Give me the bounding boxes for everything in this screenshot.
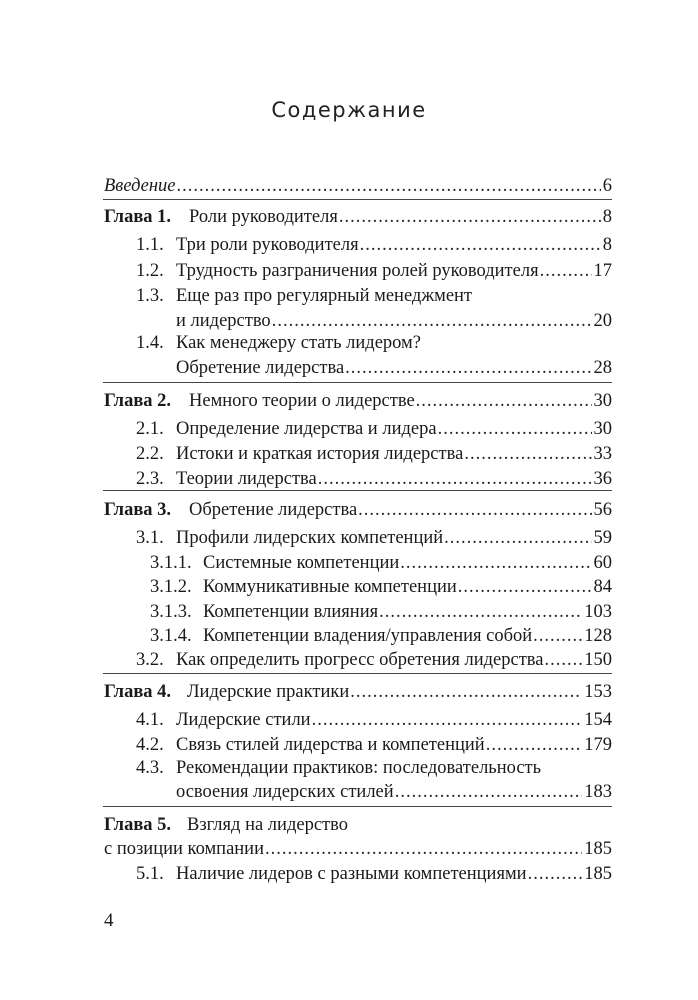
toc-entry[interactable] (104, 205, 612, 229)
toc-entry-title: Еще раз про регулярный менеджмент (176, 286, 473, 306)
toc-entry-page: 128 (584, 626, 612, 646)
toc-entry[interactable] (104, 498, 612, 522)
toc-entry-page: 153 (584, 682, 612, 702)
toc-entry-page: 33 (593, 444, 612, 464)
toc-entry-page: 185 (584, 839, 612, 859)
toc-entry-title: Взгляд на лидерство (187, 815, 348, 835)
chapter-divider (103, 806, 612, 807)
toc-entry-page: 8 (602, 207, 612, 227)
toc-entry-page: 28 (593, 358, 612, 378)
toc-entry-title: Системные компетенции (203, 553, 400, 573)
toc-entry[interactable] (136, 708, 612, 732)
toc-entry-page: 20 (593, 311, 612, 331)
toc-entry-number: Глава 1. (104, 207, 172, 227)
toc-entry-page: 17 (593, 261, 612, 281)
toc-entry[interactable] (136, 862, 612, 886)
toc-entry-title: Три роли руководителя (176, 235, 359, 255)
toc-entry[interactable] (104, 813, 348, 837)
toc-entry-number: 3.1.2. (150, 577, 192, 597)
toc-entry-number: 3.1.4. (150, 626, 192, 646)
toc-entry-number: 5.1. (136, 864, 164, 884)
dot-leader (318, 467, 592, 491)
toc-entry-number: 3.1.3. (150, 602, 192, 622)
toc-entry-number: Глава 3. (104, 500, 172, 520)
toc-entry-title: Теории лидерства (176, 469, 317, 489)
toc-entry[interactable] (136, 526, 612, 550)
toc-entry-page: 56 (593, 500, 612, 520)
toc-entry[interactable] (136, 756, 541, 780)
toc-entry-title: и лидерство (176, 311, 271, 331)
toc-entry-number: 1.1. (136, 235, 164, 255)
toc-entry-title: Немного теории о лидерстве (189, 391, 415, 411)
toc-entry-title: Роли руководителя (189, 207, 338, 227)
toc-entry-number: 4.3. (136, 758, 164, 778)
toc-entry-title: Компетенции владения/управления собой (203, 626, 533, 646)
toc-entry-title: Как определить прогресс обретения лидерства (176, 650, 544, 670)
toc-entry[interactable] (136, 233, 612, 257)
toc-entry-page: 185 (584, 864, 612, 884)
dot-leader (400, 551, 591, 575)
toc-entry-page: 30 (593, 391, 612, 411)
toc-entry-number: 1.4. (136, 333, 164, 353)
toc-entry-page: 60 (593, 553, 612, 573)
dot-leader (458, 575, 592, 599)
toc-entry-number: 3.1. (136, 528, 164, 548)
toc-entry[interactable] (136, 331, 421, 355)
chapter-divider (103, 673, 612, 674)
toc-entry-title: Обретение лидерства (176, 358, 345, 378)
toc-entry-page: 8 (602, 235, 612, 255)
dot-leader (486, 733, 583, 757)
toc-entry-title: Лидерские практики (187, 682, 350, 702)
toc-entry-title: Трудность разграничения ролей руководителя (176, 261, 539, 281)
toc-entry-number: 4.2. (136, 735, 164, 755)
dot-leader (272, 309, 592, 333)
chapter-divider (103, 199, 612, 200)
dot-leader (350, 680, 582, 704)
toc-entry-title: Компетенции влияния (203, 602, 379, 622)
toc-entry-title: Как менеджеру стать лидером? (176, 333, 421, 353)
toc-entry-number: 2.3. (136, 469, 164, 489)
toc-entry-page: 154 (584, 710, 612, 730)
dot-leader (540, 259, 592, 283)
dot-leader (545, 648, 583, 672)
dot-leader (444, 526, 591, 550)
toc-entry-number: 3.2. (136, 650, 164, 670)
page-number: 4 (104, 910, 114, 931)
toc-entry[interactable] (136, 417, 612, 441)
toc-entry-page: 36 (593, 469, 612, 489)
toc-entry-page: 103 (584, 602, 612, 622)
dot-leader (533, 624, 582, 648)
toc-entry-page: 6 (602, 176, 612, 196)
toc-entry[interactable] (136, 284, 472, 308)
dot-leader (360, 233, 601, 257)
toc-entry[interactable] (150, 575, 612, 599)
toc-entry[interactable] (150, 624, 612, 648)
toc-entry-page: 150 (584, 650, 612, 670)
toc-entry-title: Коммуникативные компетенции (203, 577, 457, 597)
toc-entry-number: 1.3. (136, 286, 164, 306)
toc-entry[interactable] (136, 467, 612, 491)
toc-entry-title: Лидерские стили (176, 710, 311, 730)
dot-leader (379, 600, 582, 624)
toc-entry[interactable] (150, 551, 612, 575)
toc-entry[interactable] (176, 309, 612, 333)
toc-entry-title: Истоки и краткая история лидерства (176, 444, 464, 464)
dot-leader (358, 498, 591, 522)
toc-entry-title: с позиции компании (104, 839, 264, 859)
toc-entry-number: Глава 5. (104, 815, 172, 835)
toc-entry-number: 2.2. (136, 444, 164, 464)
dot-leader (416, 389, 592, 413)
toc-entry-title: Определение лидерства и лидера (176, 419, 437, 439)
toc-entry[interactable] (150, 600, 612, 624)
toc-entry[interactable] (136, 442, 612, 466)
toc-entry[interactable] (104, 680, 612, 704)
dot-leader (339, 205, 601, 229)
toc-entry-title: Наличие лидеров с разными компетенциями (176, 864, 527, 884)
toc-entry-number: 4.1. (136, 710, 164, 730)
dot-leader (438, 417, 592, 441)
page-title: Содержание (271, 98, 427, 122)
dot-leader (528, 862, 583, 886)
toc-entry-page: 179 (584, 735, 612, 755)
toc-entry-page: 30 (593, 419, 612, 439)
dot-leader (312, 708, 583, 732)
toc-entry-page: 59 (593, 528, 612, 548)
toc-entry-number: 3.1.1. (150, 553, 192, 573)
toc-entry-title: Введение (104, 176, 176, 196)
toc-entry-title: освоения лидерских стилей (176, 782, 394, 802)
toc-entry-page: 183 (584, 782, 612, 802)
toc-entry[interactable] (136, 648, 612, 672)
dot-leader (395, 780, 583, 804)
toc-entry-number: Глава 2. (104, 391, 172, 411)
toc-entry-title: Связь стилей лидерства и компетенций (176, 735, 485, 755)
dot-leader (464, 442, 591, 466)
chapter-divider (103, 382, 612, 383)
toc-entry-title: Рекомендации практиков: последовательность (176, 758, 542, 778)
dot-leader (345, 356, 591, 380)
toc-entry-number: 2.1. (136, 419, 164, 439)
dot-leader (177, 174, 601, 198)
toc-entry[interactable] (136, 259, 612, 283)
toc-entry[interactable] (136, 733, 612, 757)
toc-entry[interactable] (104, 389, 612, 413)
dot-leader (265, 837, 582, 861)
toc-entry-number: Глава 4. (104, 682, 172, 702)
toc-entry-page: 84 (593, 577, 612, 597)
toc-entry[interactable] (176, 780, 612, 804)
toc-entry-number: 1.2. (136, 261, 164, 281)
toc-entry[interactable] (176, 356, 612, 380)
toc-entry[interactable] (104, 174, 612, 198)
toc-entry-title: Обретение лидерства (189, 500, 358, 520)
toc-entry[interactable] (104, 837, 612, 861)
toc-entry-title: Профили лидерских компетенций (176, 528, 444, 548)
